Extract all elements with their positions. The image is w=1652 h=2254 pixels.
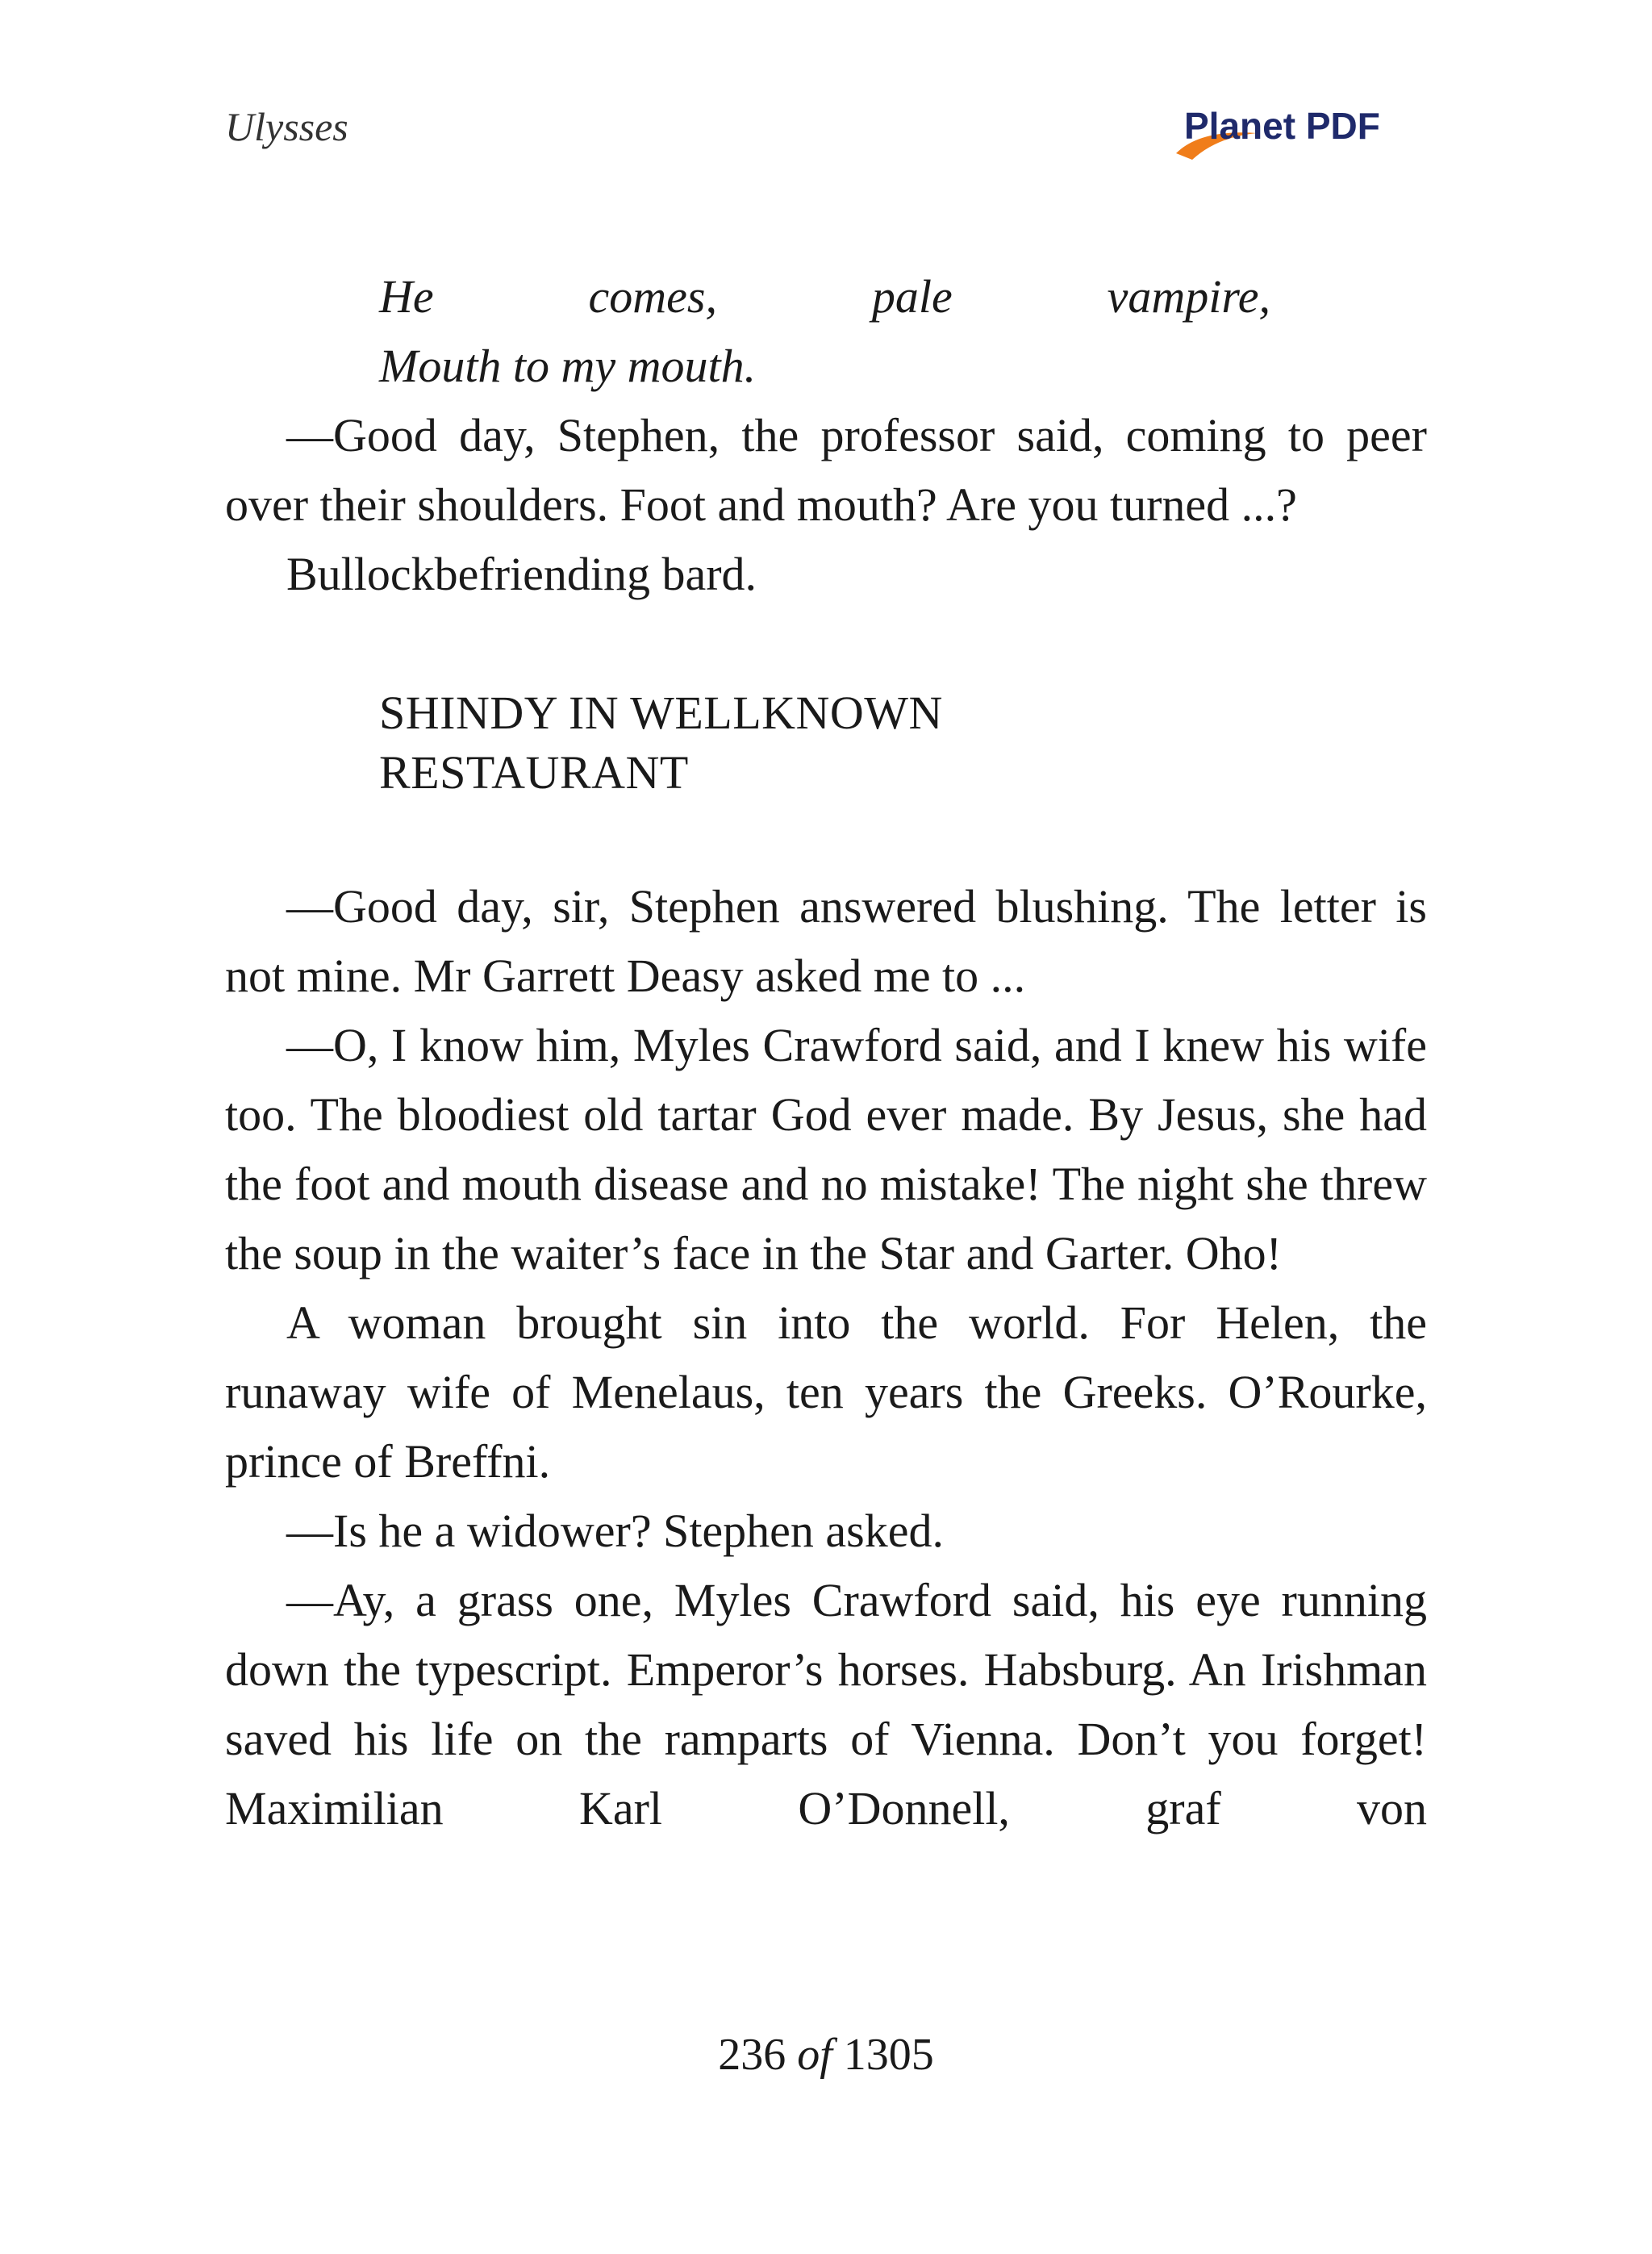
total-pages: 1305 xyxy=(843,2030,934,2080)
paragraph: —Ay, a grass one, Myles Crawford said, his eye running down the typescript. Emperor’s horses. Habsburg. An Irishman saved his life on the ramparts of Vienna. Don’t you forget! Maximilian Karl O’Donnell, graf von xyxy=(225,1574,1427,1835)
page-body xyxy=(225,262,1427,1843)
section-headline xyxy=(379,683,1427,803)
verse-word: comes, xyxy=(588,270,717,323)
page-number xyxy=(0,2029,1652,2081)
headline-line-1: SHINDY IN WELLKNOWN xyxy=(379,687,943,739)
running-title: Ulysses xyxy=(225,104,348,149)
logo-text: Planet PDF xyxy=(1184,105,1380,147)
paragraph: —Good day, Stephen, the professor said, coming to peer over their shoulders. Foot and mouth? Are you turned ...? xyxy=(225,409,1427,531)
verse-word: pale xyxy=(871,270,953,323)
verse xyxy=(379,262,1427,401)
current-page: 236 xyxy=(718,2030,786,2080)
paragraph: A woman brought sin into the world. For Helen, the runaway wife of Menelaus, ten years the Greeks. O’Rourke, prince of Breffni. xyxy=(225,1296,1427,1488)
verse-word: vampire, xyxy=(1107,270,1270,323)
verse-line-1 xyxy=(379,262,1270,332)
paragraph: —Good day, sir, Stephen answered blushing. The letter is not mine. Mr Garrett Deasy asked me to ... xyxy=(225,880,1427,1002)
headline-line-2: RESTAURANT xyxy=(379,746,689,799)
paragraph: Bullockbefriending bard. xyxy=(286,548,757,600)
verse-line-2: Mouth to my mouth. xyxy=(379,340,757,392)
verse-word: He xyxy=(379,270,434,323)
planet-pdf-logo xyxy=(1168,97,1426,177)
paragraph: —Is he a widower? Stephen asked. xyxy=(286,1505,944,1557)
paragraph: —O, I know him, Myles Crawford said, and I knew his wife too. The bloodiest old tartar God ever made. By Jesus, she had the foot and mouth disease and no mistake! The night she threw the soup in the waiter’s face in the Star and Garter. Oho! xyxy=(225,1019,1427,1279)
page-of: of xyxy=(797,2030,832,2080)
